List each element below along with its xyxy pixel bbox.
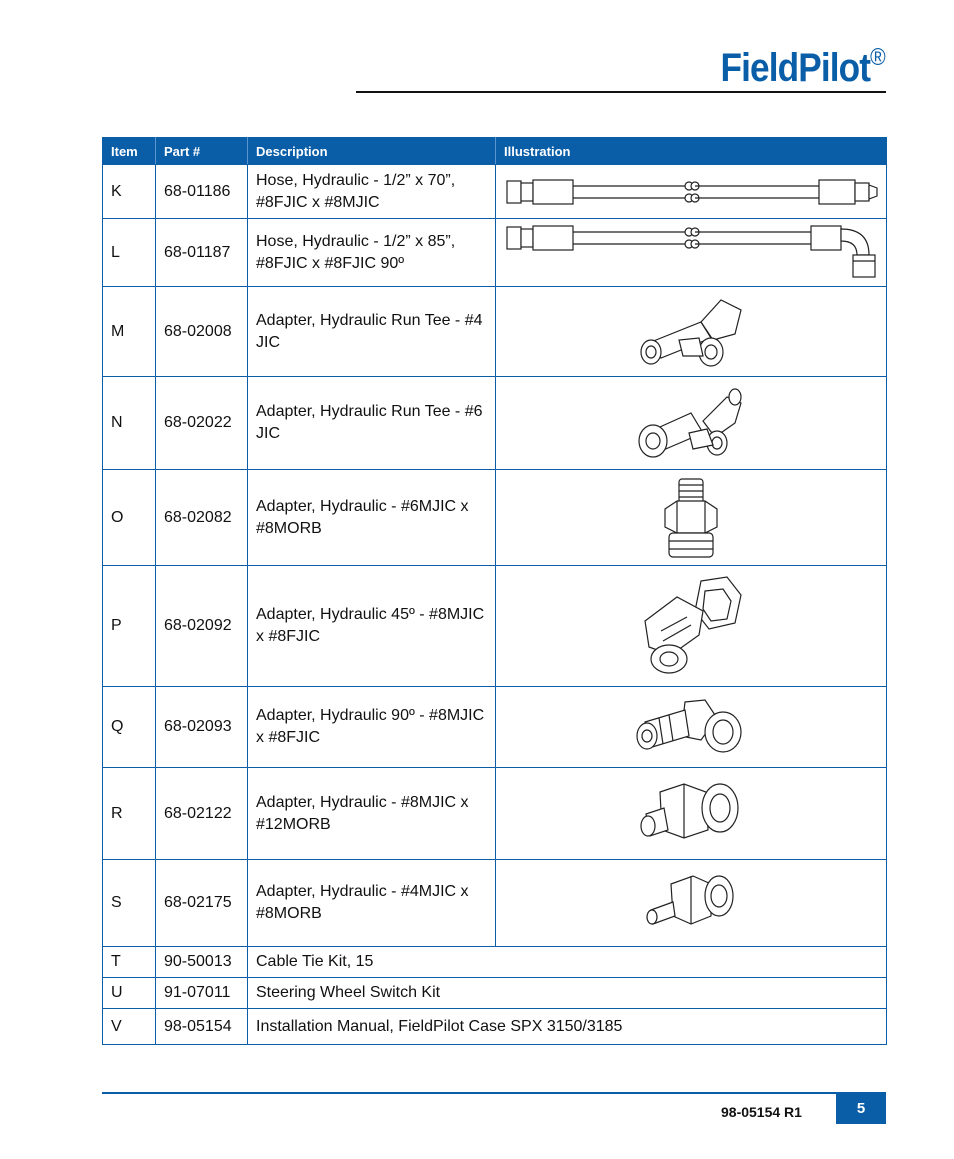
part-number-cell: 68-02022 <box>156 377 248 470</box>
description-cell <box>248 687 496 768</box>
description-cell: Steering Wheel Switch Kit <box>248 978 887 1009</box>
item-cell: P <box>103 566 156 687</box>
description-cell <box>248 165 496 219</box>
table-row <box>103 860 887 947</box>
description-line: #8FJIC x #8FJIC 90º <box>256 254 405 272</box>
illustration-cell <box>496 470 887 566</box>
registered-mark: ® <box>870 44 886 71</box>
parts-table <box>102 137 887 1045</box>
description-line: x #8FJIC <box>256 729 321 746</box>
illustration-cell <box>496 566 887 687</box>
45-degree-adapter-icon <box>631 571 751 681</box>
item-cell: T <box>103 947 156 978</box>
item-cell: R <box>103 768 156 860</box>
table-row <box>103 377 887 470</box>
description-cell: Installation Manual, FieldPilot Case SPX 3150/3185 <box>248 1009 887 1045</box>
table-row <box>103 470 887 566</box>
part-number-cell: 98-05154 <box>156 1009 248 1045</box>
part-number-cell: 91-07011 <box>156 978 248 1009</box>
part-number-cell: 68-01187 <box>156 219 248 287</box>
footer-rule <box>102 1092 886 1094</box>
90-degree-adapter-icon <box>631 692 751 762</box>
part-number-cell: 68-02008 <box>156 287 248 377</box>
illustration-cell <box>496 687 887 768</box>
column-header-item: Item <box>103 138 156 165</box>
document-number: 98-05154 R1 <box>721 1104 802 1120</box>
part-number-cell: 68-02082 <box>156 470 248 566</box>
description-line: JIC <box>256 425 280 442</box>
table-row <box>103 566 887 687</box>
run-tee-adapter-icon <box>631 292 751 372</box>
table-row <box>103 165 887 219</box>
table-row <box>103 768 887 860</box>
run-tee-adapter-icon <box>631 383 751 463</box>
item-cell: L <box>103 219 156 287</box>
part-number-cell: 68-02092 <box>156 566 248 687</box>
part-number-cell: 68-01186 <box>156 165 248 219</box>
header-rule <box>356 91 886 93</box>
description-line: Adapter, Hydraulic 90º - #8MJIC <box>256 707 485 724</box>
illustration-cell <box>496 287 887 377</box>
part-number-cell: 68-02093 <box>156 687 248 768</box>
description-line: x #8FJIC <box>256 628 321 645</box>
item-cell: S <box>103 860 156 947</box>
fieldpilot-logo <box>721 44 886 91</box>
item-cell: U <box>103 978 156 1009</box>
table-row <box>103 1009 887 1045</box>
item-cell: M <box>103 287 156 377</box>
table-row <box>103 287 887 377</box>
description-cell <box>248 287 496 377</box>
column-header-part: Part # <box>156 138 248 165</box>
description-line: Adapter, Hydraulic Run Tee - #4 <box>256 311 483 329</box>
description-cell <box>248 860 496 947</box>
description-cell: Cable Tie Kit, 15 <box>248 947 887 978</box>
description-cell <box>248 566 496 687</box>
description-line: JIC <box>256 333 280 351</box>
logo-text: FieldPilot <box>720 46 871 90</box>
elbow-hose-icon <box>501 223 881 283</box>
description-line: Adapter, Hydraulic Run Tee - #6 <box>256 403 483 420</box>
illustration-cell <box>496 377 887 470</box>
illustration-cell <box>496 219 887 287</box>
page-number: 5 <box>836 1094 886 1124</box>
description-line: Adapter, Hydraulic - #4MJIC x <box>256 883 469 900</box>
illustration-cell <box>496 768 887 860</box>
description-line: #12MORB <box>256 815 331 833</box>
item-cell: N <box>103 377 156 470</box>
description-line: #8FJIC x #8MJIC <box>256 193 380 211</box>
table-row <box>103 947 887 978</box>
table-row <box>103 687 887 768</box>
table-row <box>103 978 887 1009</box>
description-cell <box>248 470 496 566</box>
reducer-adapter-icon <box>636 774 746 854</box>
part-number-cell: 68-02122 <box>156 768 248 860</box>
description-line: Hose, Hydraulic - 1/2” x 85”, <box>256 232 456 250</box>
item-cell: O <box>103 470 156 566</box>
description-line: #8MORB <box>256 519 322 537</box>
item-cell: V <box>103 1009 156 1045</box>
description-line: Adapter, Hydraulic - #8MJIC x <box>256 793 469 811</box>
description-cell <box>248 219 496 287</box>
column-header-illustration: Illustration <box>496 138 887 165</box>
table-row <box>103 219 887 287</box>
part-number-cell: 90-50013 <box>156 947 248 978</box>
item-cell: K <box>103 165 156 219</box>
item-cell: Q <box>103 687 156 768</box>
description-cell <box>248 377 496 470</box>
illustration-cell <box>496 860 887 947</box>
description-line: Adapter, Hydraulic 45º - #8MJIC <box>256 606 485 623</box>
straight-hose-icon <box>501 174 881 210</box>
part-number-cell: 68-02175 <box>156 860 248 947</box>
illustration-cell <box>496 165 887 219</box>
description-line: Hose, Hydraulic - 1/2” x 70”, <box>256 171 456 189</box>
straight-adapter-icon <box>651 475 731 561</box>
column-header-description: Description <box>248 138 496 165</box>
description-line: #8MORB <box>256 905 322 922</box>
reducer-adapter-icon <box>641 868 741 938</box>
description-cell <box>248 768 496 860</box>
table-header-row <box>103 138 887 165</box>
description-line: Adapter, Hydraulic - #6MJIC x <box>256 497 469 515</box>
